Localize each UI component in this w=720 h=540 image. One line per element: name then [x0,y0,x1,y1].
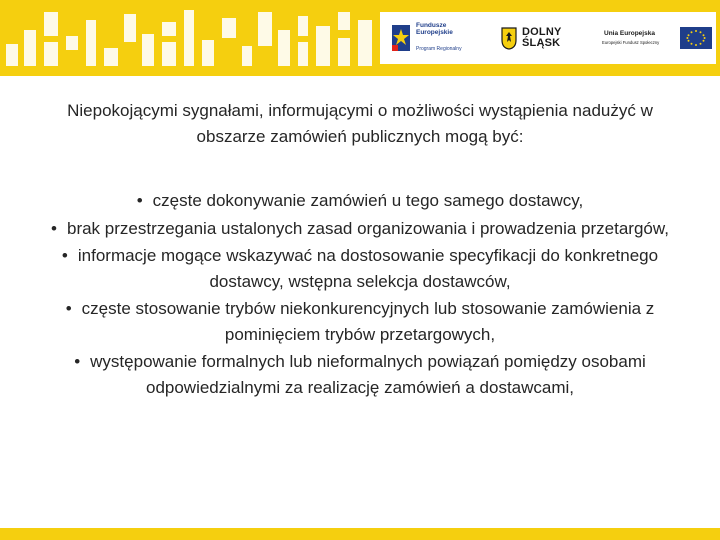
dolny-slask-logo [498,12,578,64]
unia-europejska-logo [598,12,714,64]
fundusze-europejskie-logo [386,12,482,64]
logos-panel [380,12,716,64]
header-band [0,0,720,76]
bullet-symbol: • [74,352,81,371]
list-item [30,243,690,294]
bullet-list [30,188,690,402]
bullet-text: brak przestrzegania ustalonych zasad organizowania i prowadzenia przetargów, [66,218,669,238]
eagle-crest-icon [500,26,518,50]
list-item [30,296,690,347]
ue-logo-subtitle: Europejski Fundusz Społeczny [602,40,660,45]
ue-logo-title: Unia Europejska [604,30,655,37]
bullet-symbol: • [65,299,72,318]
list-item [30,349,690,400]
list-item [30,188,690,214]
eu-flag-icon [680,27,712,49]
decorative-pattern [0,0,380,76]
bullet-text: występowanie formalnych lub nieformalnych powiązań pomiędzy osobami odpowiedzialnymi za realizację zamówień a dostawcami, [90,352,646,397]
bullet-text: częste dokonywanie zamówień u tego samego dostawcy, [152,191,584,210]
fe-logo-title: Fundusze Europejskie [416,22,453,36]
bullet-symbol: • [51,218,57,238]
slide-heading: Niepokojącymi sygnałami, informującymi o możliwości wystąpienia nadużyć w obszarze zamówień publicznych mogą być: [67,101,653,146]
bullet-text: częste stosowanie trybów niekonkurencyjnych lub stosowanie zamówienia z pominięciem trybów przetargowych, [81,299,655,344]
list-item [30,216,690,242]
footer-band [0,528,720,540]
bullet-text: informacje mogące wskazywać na dostosowanie specyfikacji do konkretnego dostawcy, wstępna selekcja dostawców, [77,246,659,291]
fe-star-icon [390,23,414,53]
bullet-symbol: • [61,246,68,265]
dolny-slask-text: DOLNY ŚLĄSK [522,26,562,49]
fe-logo-subtitle: Program Regionalny [416,46,462,52]
bullet-symbol: • [136,191,143,210]
